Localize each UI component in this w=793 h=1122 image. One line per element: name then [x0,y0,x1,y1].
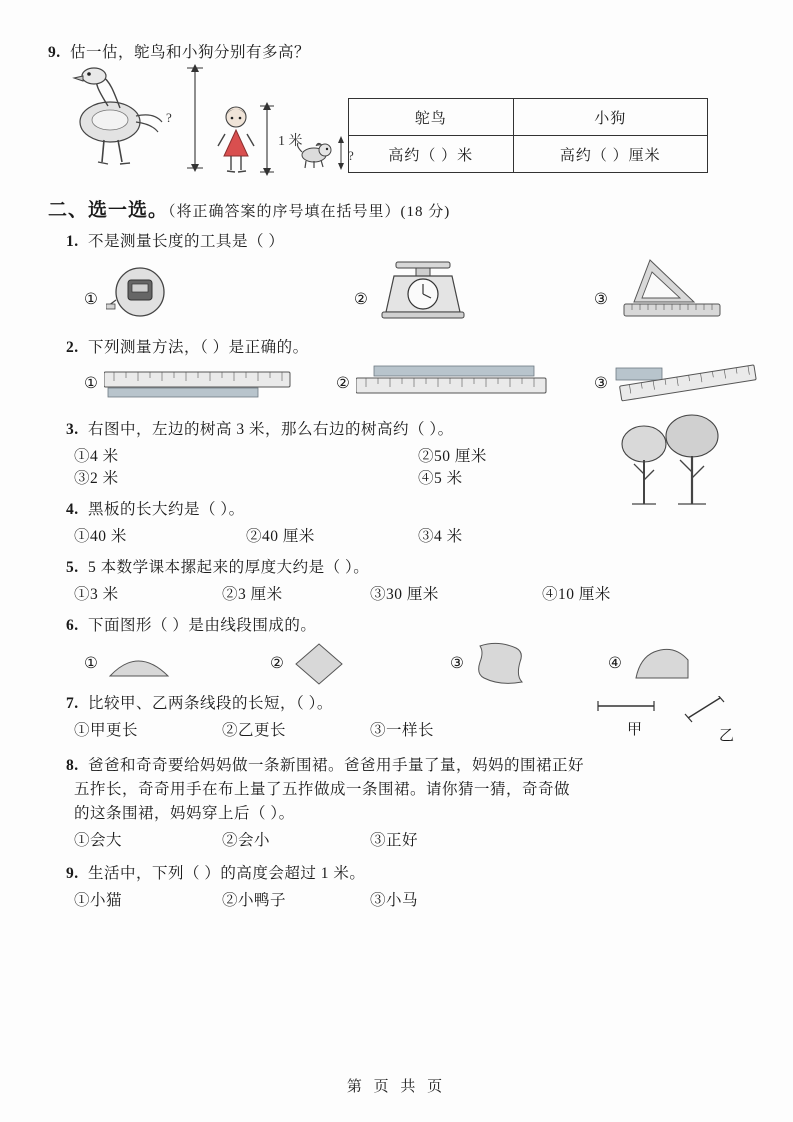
question-9-bottom [48,862,748,910]
option-label[interactable]: ② [354,291,368,309]
question-2-text-row [48,336,748,360]
option-3[interactable]: ③小马 [370,892,419,910]
question-3 [48,418,748,488]
question-number: 9. [48,44,61,61]
option-label[interactable]: ③ [594,375,608,393]
question-1-text-row [48,230,748,254]
footer-text: 第 页 共 页 [346,1079,447,1095]
question-5 [48,556,748,604]
kitchen-scale-icon [378,258,468,324]
question-text: 不是测量长度的工具是（ ） [88,233,285,250]
option-label[interactable]: ④ [608,655,622,673]
option-3[interactable]: ③30 厘米 [370,586,439,604]
question-number: 5. [66,559,79,577]
option-3[interactable]: ③正好 [370,832,419,850]
question-text: 爸爸和奇奇要给妈妈做一条新围裙。爸爸用手量了量，妈妈的围裙正好 [88,757,585,775]
ostrich-height-arrow [184,64,206,172]
option-3[interactable]: ③一样长 [370,722,435,740]
girl-drawing [212,104,260,174]
question-5-text-row [48,556,748,580]
question-9-top [48,40,748,185]
table-cell[interactable]: 高约（ ）米 [349,136,514,173]
question-1-pictures [48,254,748,332]
wavy-shape [472,640,532,686]
half-moon-shape [106,646,176,682]
question-1 [48,230,748,332]
option-1[interactable]: ①甲更长 [74,722,139,740]
option-label[interactable]: ① [84,375,98,393]
trees-drawing [610,414,730,510]
option-1[interactable]: ①40 米 [74,528,127,546]
option-2[interactable]: ②40 厘米 [246,528,315,546]
option-label[interactable]: ③ [594,291,608,309]
table-header-row [349,99,708,136]
page-footer [0,1075,793,1096]
option-label[interactable]: ③ [450,655,464,673]
dog-drawing [294,140,334,170]
curved-quad-shape [630,646,696,684]
question-2-pictures [48,360,748,414]
one-meter-label: 1 米 [278,134,303,149]
question-2 [48,336,748,414]
question-8-text-row-3 [48,802,748,826]
option-3[interactable]: ③4 米 [418,528,463,546]
table-header-cell: 鸵鸟 [349,99,514,136]
ostrich-question-mark: ? [166,110,172,125]
table-header-cell: 小狗 [513,99,708,136]
question-text-line-3: 的这条围裙，妈妈穿上后（ ）。 [74,805,295,823]
tape-measure-icon [106,264,186,322]
section-2-title: 二、选一选。 [48,200,169,221]
question-number: 6. [66,617,79,635]
question-number: 7. [66,695,79,713]
table-row [349,136,708,173]
question-7 [48,692,748,745]
question-8-text-row-1 [48,754,748,778]
one-meter-arrow [258,102,276,176]
question-6-pictures [48,638,748,690]
question-text: 下面图形（ ）是由线段围成的。 [88,617,317,635]
question-text: 黑板的长大约是（ ）。 [88,501,245,519]
option-2[interactable]: ②小鸭子 [222,892,287,910]
question-4-options [48,524,748,546]
option-label[interactable]: ① [84,291,98,309]
diamond-shape [292,642,346,686]
question-9-text-row [48,862,748,886]
question-9-top-title [48,40,748,62]
question-9-illustration [62,62,362,172]
option-1[interactable]: ①小猫 [74,892,123,910]
option-2[interactable]: ②3 厘米 [222,586,283,604]
segment-label-yi: 乙 [718,728,734,745]
ruler-measure-1 [104,368,294,402]
option-1[interactable]: ①会大 [74,832,123,850]
option-1[interactable]: ①3 米 [74,586,119,604]
ruler-measure-3 [614,362,764,404]
dog-question-mark: ? [348,148,354,163]
question-8-text-row-2 [48,778,748,802]
option-2[interactable]: ②乙更长 [222,722,287,740]
question-number: 1. [66,233,79,250]
question-8-options [48,828,748,850]
question-6 [48,614,748,690]
question-number: 4. [66,501,79,519]
option-1[interactable]: ①4 米 [74,448,119,466]
ruler-measure-2 [356,364,556,404]
option-label[interactable]: ① [84,655,98,673]
question-8 [48,754,748,850]
option-3[interactable]: ③2 米 [74,470,119,488]
question-6-text-row [48,614,748,638]
table-cell[interactable]: 高约（ ）厘米 [513,136,708,173]
option-2[interactable]: ②会小 [222,832,271,850]
question-number: 8. [66,757,79,775]
option-4[interactable]: ④10 厘米 [542,586,611,604]
ostrich-drawing [68,66,178,166]
option-label[interactable]: ② [336,375,350,393]
question-text: 估一估，鸵鸟和小狗分别有多高？ [70,44,311,61]
question-number: 3. [66,421,79,439]
option-2[interactable]: ②50 厘米 [418,448,487,466]
question-text: 右图中，左边的树高 3 米，那么右边的树高约（ ）。 [88,421,454,439]
option-label[interactable]: ② [270,655,284,673]
dog-height-arrow [334,136,348,170]
option-4[interactable]: ④5 米 [418,470,463,488]
section-2-heading [48,195,748,222]
segment-label-jia: 甲 [626,722,642,739]
question-text-line-2: 五拃长，奇奇用手在布上量了五拃做成一条围裙。请你猜一猜，奇奇做 [74,781,571,799]
question-text: 下列测量方法，（ ）是正确的。 [88,339,309,357]
segments-drawing [592,696,732,742]
question-number: 2. [66,339,79,357]
question-text: 5 本数学课本摞起来的厚度大约是（ ）。 [88,559,370,577]
question-5-options [48,582,748,604]
question-text: 生活中，下列（ ）的高度会超过 1 米。 [88,865,366,883]
page-content [48,40,748,910]
section-2-note: （将正确答案的序号填在括号里）(18 分) [168,204,451,220]
question-text: 比较甲、乙两条线段的长短，（ ）。 [88,695,333,713]
estimate-table [348,98,708,173]
triangle-ruler-icon [618,258,728,324]
question-9-options [48,888,748,910]
question-number: 9. [66,865,79,883]
